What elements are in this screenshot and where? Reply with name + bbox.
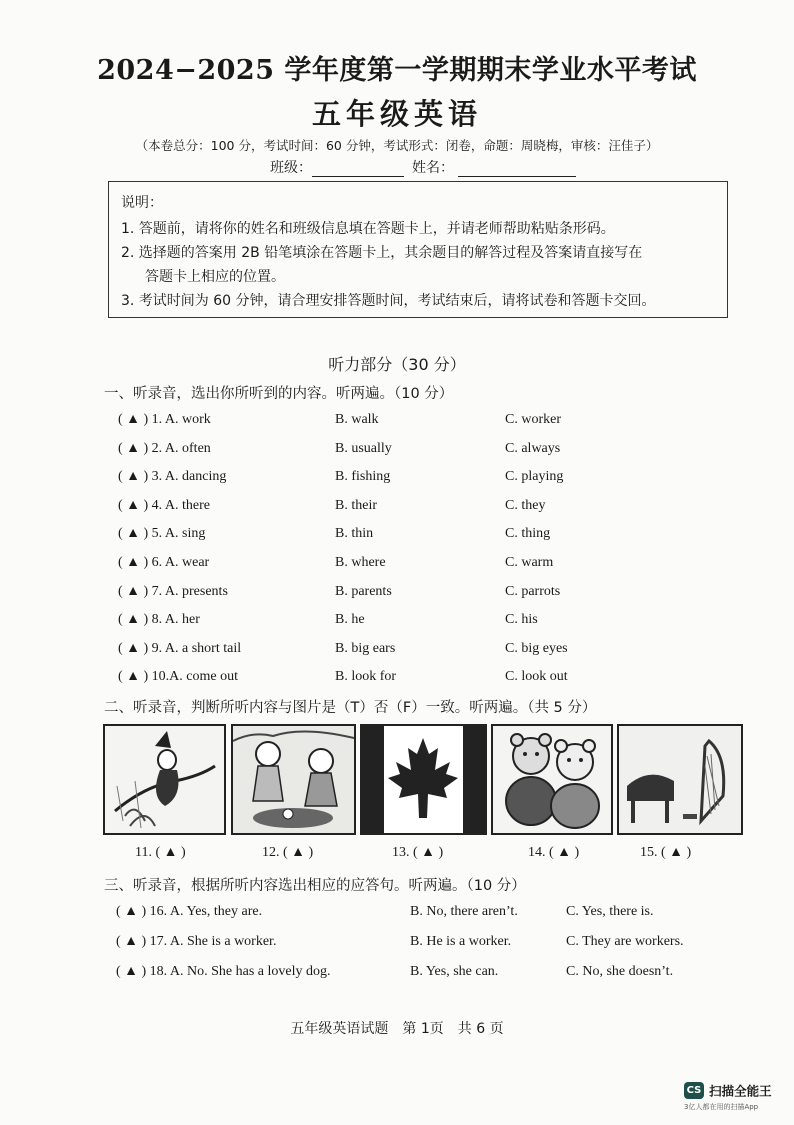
listening-section-header: 听力部分（30 分） [328, 355, 466, 374]
instruction-2-cont: 答题卡上相应的位置。 [145, 269, 285, 285]
part1-question-option-c: C. his [505, 612, 538, 628]
piano-harp-icon [619, 726, 741, 833]
scanner-tagline: 3亿人都在用的扫描App [684, 1102, 759, 1111]
instruction-2: 2. 选择题的答案用 2B 铅笔填涂在答题卡上，其余题目的解答过程及答案请直接写在 [121, 245, 643, 261]
exam-subtitle: 五年级英语 [311, 97, 482, 131]
exam-meta: （本卷总分：100 分，考试时间：60 分钟，考试形式：闭卷，命题：周晓梅，审核：汪佳子） [135, 138, 659, 153]
part1-question-option-a: ( ▲ ) 7. A. presents [118, 583, 228, 599]
part1-question-option-a: ( ▲ ) 6. A. wear [118, 555, 210, 570]
part3-question-option-b: B. He is a worker. [410, 934, 512, 949]
part1-question-option-a: ( ▲ ) 5. A. sing [118, 526, 206, 542]
part1-question-option-a: ( ▲ ) 4. A. there [118, 497, 210, 513]
part1-heading: 一、听录音，选出你所听到的内容。听两遍。（10 分） [104, 386, 454, 402]
name-label: 姓名： [412, 160, 454, 176]
picture-witch [103, 724, 226, 835]
part1-question-option-b: B. where [335, 555, 386, 570]
instruction-3: 3. 考试时间为 60 分钟，请合理安排答题时间，考试结束后，请将试卷和答题卡交回。 [121, 293, 656, 309]
instruction-1: 1. 答题前，请将你的姓名和班级信息填在答题卡上，并请老师帮助粘贴条形码。 [121, 221, 615, 237]
q12-label: 12. ( ▲ ) [262, 845, 314, 860]
witch-icon [105, 726, 224, 833]
part1-question-option-c: C. warm [505, 555, 554, 570]
part1-question-option-b: B. parents [335, 583, 392, 599]
class-blank [312, 162, 404, 177]
page-footer: 五年级英语试题 第 1页 共 6 页 [290, 1021, 504, 1037]
part1-question-option-a: ( ▲ ) 2. A. often [118, 440, 211, 456]
part1-question-option-c: C. always [505, 440, 561, 456]
part3-question-option-b: B. No, there aren’t. [410, 904, 518, 919]
part1-question-option-c: C. playing [505, 469, 564, 485]
picnic-icon [233, 726, 354, 833]
instructions-title: 说明： [121, 195, 163, 211]
part1-question-option-b: B. he [335, 612, 365, 628]
part1-question-option-b: B. fishing [335, 469, 391, 485]
bears-icon [493, 726, 611, 833]
part1-question-option-c: C. worker [505, 412, 561, 427]
part1-question-option-b: B. walk [335, 412, 379, 427]
part3-question-option-a: ( ▲ ) 17. A. She is a worker. [116, 934, 277, 949]
part3-question-option-b: B. Yes, she can. [410, 964, 499, 979]
scanner-logo-icon: CS [684, 1082, 704, 1099]
part1-question-option-c: C. big eyes [505, 640, 568, 656]
part3-heading: 三、听录音，根据所听内容选出相应的应答句。听两遍。（10 分） [104, 878, 526, 894]
part1-question-option-c: C. look out [505, 669, 568, 685]
part1-question-option-a: ( ▲ ) 10.A. come out [118, 669, 238, 685]
q11-label: 11. ( ▲ ) [135, 845, 186, 860]
scanner-name: 扫描全能王 [709, 1083, 772, 1099]
part3-question-option-a: ( ▲ ) 16. A. Yes, they are. [116, 904, 263, 919]
part1-question-option-b: B. big ears [335, 640, 396, 656]
maple-leaf-icon [362, 726, 485, 833]
part1-question-option-b: B. usually [335, 440, 392, 456]
part1-question-option-c: C. thing [505, 526, 551, 542]
name-blank [458, 162, 576, 177]
picture-canada-flag [360, 724, 487, 835]
part3-question-option-c: C. No, she doesn’t. [566, 964, 674, 979]
scanner-watermark [684, 1080, 772, 1112]
part1-question-option-c: C. parrots [505, 583, 561, 599]
instructions-box [108, 181, 728, 318]
picture-piano-harp [617, 724, 743, 835]
part1-question-option-a: ( ▲ ) 3. A. dancing [118, 469, 227, 485]
part1-question-option-b: B. thin [335, 526, 374, 542]
part1-question-option-b: B. their [335, 497, 377, 513]
part2-heading: 二、听录音，判断所听内容与图片是（T）否（F）一致。听两遍。（共 5 分） [104, 700, 597, 716]
part1-question-option-b: B. look for [335, 669, 397, 685]
class-label: 班级： [270, 160, 312, 176]
part1-question-option-a: ( ▲ ) 1. A. work [118, 412, 211, 427]
part3-question-option-a: ( ▲ ) 18. A. No. She has a lovely dog. [116, 964, 331, 979]
q14-label: 14. ( ▲ ) [528, 845, 580, 860]
exam-title: 2024−2025 学年度第一学期期末学业水平考试 [97, 55, 697, 86]
picture-picnic [231, 724, 356, 835]
part1-question-option-c: C. they [505, 497, 546, 513]
part1-question-option-a: ( ▲ ) 8. A. her [118, 612, 200, 628]
part3-question-option-c: C. They are workers. [566, 934, 684, 949]
part1-question-option-a: ( ▲ ) 9. A. a short tail [118, 640, 242, 656]
part3-question-option-c: C. Yes, there is. [566, 904, 654, 919]
q15-label: 15. ( ▲ ) [640, 845, 692, 860]
picture-bears [491, 724, 613, 835]
q13-label: 13. ( ▲ ) [392, 845, 444, 860]
class-name-row [270, 157, 576, 177]
